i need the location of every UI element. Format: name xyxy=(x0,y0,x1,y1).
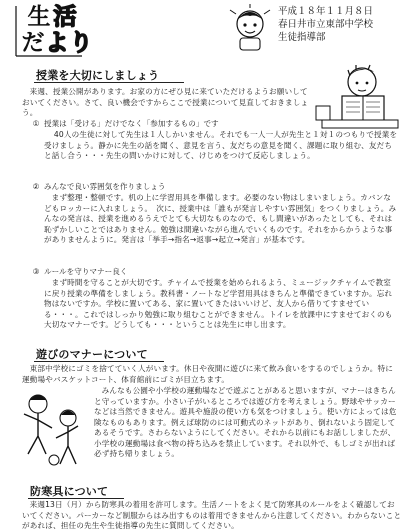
newsletter-logo xyxy=(12,2,98,60)
item-1-heading: 授業は「受ける」だけでなく「参加するもの」です xyxy=(44,119,219,128)
section2-intro: 東部中学校にゴミを捨てていく人がいます。休日や夜間に遊びに来て飲み食いをするのでしょうか。特に運動場やバスケットコート、体育館前にゴミが目立ちます。 xyxy=(22,364,393,384)
item-3-text: まず時間を守ることが大切です。チャイムで授業を始められるよう、ミュージックチャイムで教室に戻り授業の準備をしましょう。教科書・ノートなど学習用具はきちんと準備できていますか。忘れ物はないですか。学校に置いてある、家に置いてきたはいいけど、友人から借りてすませている・・・。これではしっかり勉強に取り組むことができません。トイレを放課中にすませておくのも大切なマナーです。どうしても・・・ということは先生に申し出ます。 xyxy=(44,278,393,329)
issue-date: 平成１８年１１月８日 xyxy=(278,6,374,17)
section-title-underline xyxy=(28,498,124,499)
item-1-number: ① xyxy=(32,119,40,128)
item-3-number: ③ xyxy=(32,267,40,276)
section-title-play-manners: 遊びのマナーについて xyxy=(36,348,148,361)
section1-intro: 来週、授業公開があります。お家の方にぜひ見に来ていただけるようお願いしておいてください。さて、良い機会ですからここで授業について見直しておきましょう。 xyxy=(22,87,309,117)
item-2-text: まず整理・整頓です。机の上に学習用具を準備します。必要のない物はしまいましょう。カバンなどもロッカーに入れましょう。 次に、授業中は「誰もが発言しやすい雰囲気」をつくりましょう。みんなの発言は、授業を進めるうえでとても大切なものなので、もし間違いがあったとしても、それは恥ずかしいことではありません。勉強は間違いながら進んでいくものです。それをからかうような事がありませんように。発言は「挙手→指名→返事→起立→発言」が基本です。 xyxy=(44,193,397,244)
section-title-winter-wear: 防寒具について xyxy=(30,485,109,498)
section-title-underline xyxy=(34,361,164,362)
logo-char-5: り xyxy=(69,30,93,56)
section3-body: 来週13日（月）から防寒具の着用を許可します。生活ノートをよく見て防寒具のルールをよく確認しておいてください。パーカーなど制服からはみ出すものは着用できませんから注意してください。わからないことがあれば、担任の先生や生徒指導の先生に質問してください。 xyxy=(22,500,402,530)
logo-char-2: 活 xyxy=(53,4,77,30)
logo-char-3: だ xyxy=(21,30,45,56)
children-playing-illustration xyxy=(16,388,86,470)
section2-body: みんなも公園や小学校の運動場などで遊ぶことがあると思いますが、マナーはきちんと守っていますか。小さい子がいるところでは遊び方を考えましょう。野球やサッカーなどは当然できません。遊具や施設の使い方も気をつけましょう。使い方によっては危険なものもあります。例えば球防のには可動式のネットがあり、倒れないよう固定してあるそうです。さわらないようにしてください。それから以前にもお話ししましたが、小学校の運動場は食べ物の持ち込みを禁止しています。それ以外で、もしゴミが出れば必ず持ち帰りましょう。 xyxy=(94,386,397,458)
item-1-text: 40人の生徒に対して先生は１人しかいません。それでも一人一人が先生と１対１のつもりで授業を受けましょう。静かに先生の話を聞く、意見を言う、友だちの意見を聞く、課題に取り組む、友だちと話し合う・・・先生の問いかけに対して、けじめをつけて反応しましょう。 xyxy=(44,130,398,160)
logo-char-1: 生 xyxy=(27,4,51,30)
logo-char-4: よ xyxy=(45,30,69,56)
item-3-heading: ルールを守りマナー良く xyxy=(44,267,128,276)
school-name: 春日井市立東部中学校 xyxy=(278,19,374,30)
item-2-number: ② xyxy=(32,182,40,191)
masthead xyxy=(0,0,420,64)
section-title-underline xyxy=(34,82,184,83)
item-2-heading: みんなで良い雰囲気を作りましょう xyxy=(44,182,166,191)
student-reading-illustration xyxy=(312,60,404,134)
section-title-classes: 授業を大切にしましょう xyxy=(36,69,160,82)
mascot-illustration xyxy=(226,2,274,54)
department-name: 生徒指導部 xyxy=(278,32,326,43)
